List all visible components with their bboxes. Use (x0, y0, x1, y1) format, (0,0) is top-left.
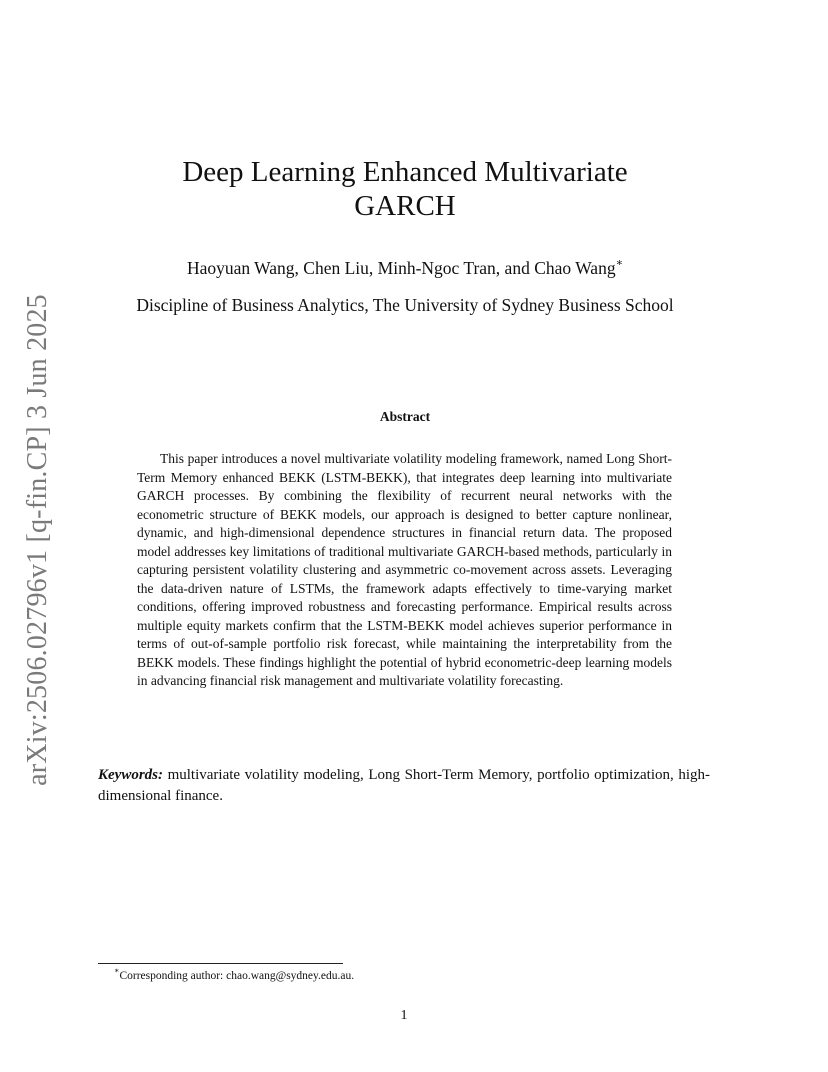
keywords-label: Keywords: (98, 767, 163, 783)
footnote-text: Corresponding author: chao.wang@sydney.edu.au. (119, 969, 355, 982)
keywords-paragraph (98, 765, 710, 807)
abstract-text: This paper introduces a novel multivariate volatility modeling framework, named Long Short-Term Memory enhanced BEKK (LSTM-BEKK), that integrates deep learning into multivariate GARCH processes. By combining the flexibility of recurrent neural networks with the econometric structure of BEKK models, our approach is designed to better capture nonlinear, dynamic, and high-dimensional dependence structures in financial return data. The proposed model addresses key limitations of traditional multivariate GARCH-based methods, particularly in capturing persistent volatility clustering and asymmetric co-movement across assets. Leveraging the data-driven nature of LSTMs, the framework adapts effectively to time-varying market conditions, offering improved robustness and forecasting performance. Empirical results across multiple equity markets confirm that the LSTM-BEKK model achieves superior performance in terms of out-of-sample portfolio risk forecast, while maintaining the interpretability from the BEKK models. These findings highlight the potential of hybrid econometric-deep learning models in advancing financial risk management and multivariate volatility forecasting. (137, 451, 672, 688)
author-names: Haoyuan Wang, Chen Liu, Minh-Ngoc Tran, and Chao Wang (186, 257, 616, 278)
footnote-divider (98, 963, 343, 964)
paper-title (100, 155, 710, 223)
author-list (100, 257, 710, 279)
page-number: 1 (400, 1008, 408, 1023)
keywords-text: multivariate volatility modeling, Long Short-Term Memory, portfolio optimization, high-dimensional finance. (98, 767, 710, 804)
abstract-heading: Abstract (379, 409, 431, 424)
footnote-mark: ∗ (114, 966, 120, 975)
arxiv-identifier-stamp: arXiv:2506.02796v1 [q-fin.CP] 3 Jun 2025 (22, 294, 53, 786)
footnote (114, 967, 354, 982)
corresponding-author-mark: ∗ (615, 257, 624, 269)
title-line-2: GARCH (354, 190, 456, 222)
title-line-1: Deep Learning Enhanced Multivariate (182, 156, 628, 188)
affiliation: Discipline of Business Analytics, The University of Sydney Business School (136, 295, 674, 315)
